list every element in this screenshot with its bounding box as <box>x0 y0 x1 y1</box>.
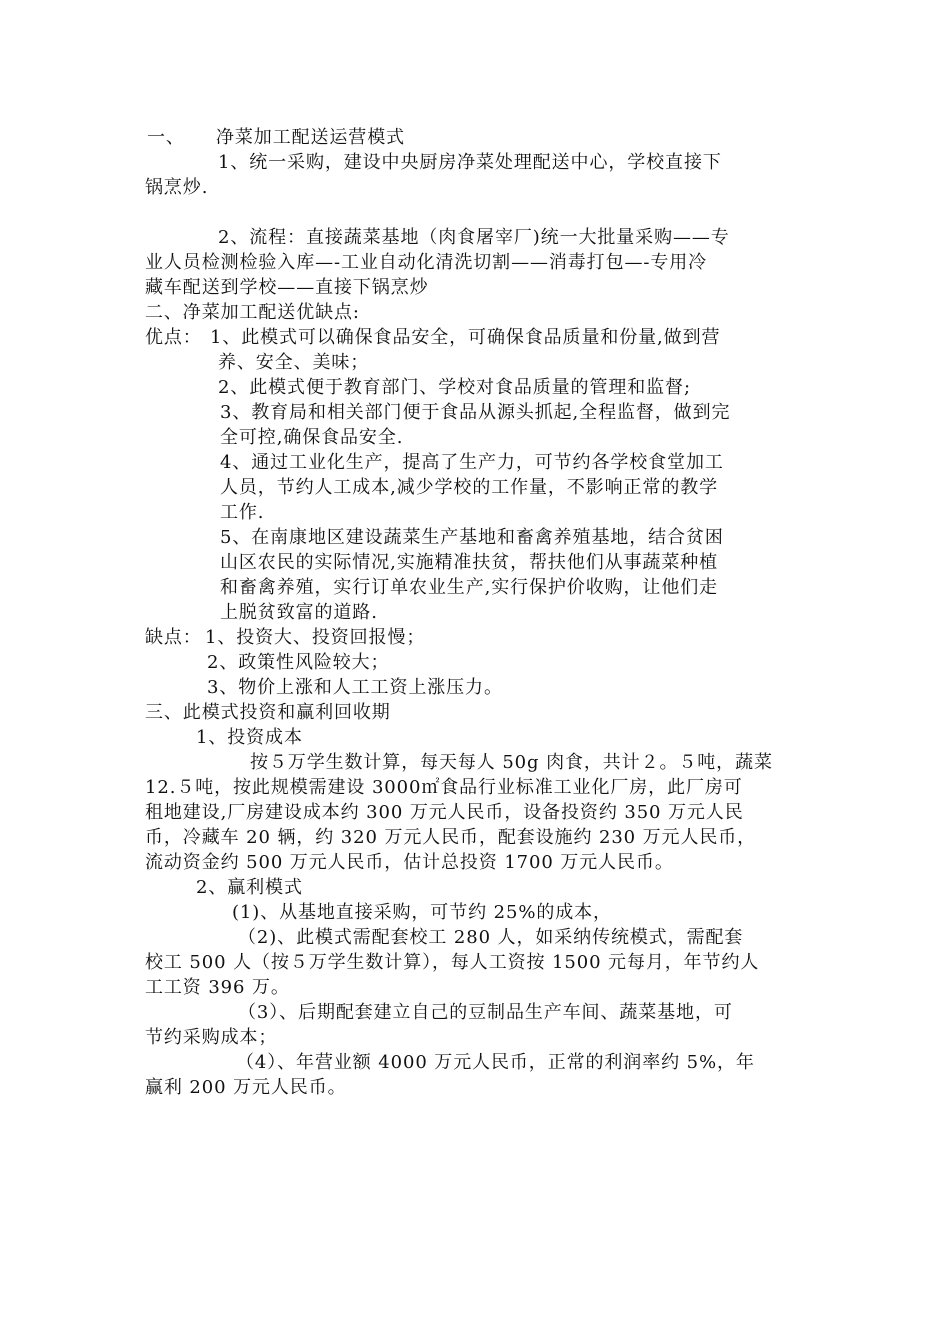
section3-title: 三、此模式投资和赢利回收期 <box>145 702 391 723</box>
section1-item1-line2: 锅烹炒. <box>145 177 209 198</box>
pros-label: 优点： <box>145 327 202 348</box>
sub2-item3-line2: 节约采购成本； <box>145 1027 278 1048</box>
sub2-item2-line3: 工工资 396 万。 <box>145 977 290 998</box>
sub1-body-line1: 按５万学生数计算，每天每人 50g 肉食，共计２。５吨，蔬菜 <box>250 752 773 773</box>
cons-item1: 1、投资大、投资回报慢； <box>205 627 426 648</box>
section1-item2-line3: 藏车配送到学校——直接下锅烹炒 <box>145 277 429 298</box>
pros-item5-line1: 5、在南康地区建设蔬菜生产基地和畜禽养殖基地，结合贫困 <box>220 527 724 548</box>
pros-item5-line2: 山区农民的实际情况,实施精准扶贫，帮扶他们从事蔬菜种植 <box>220 552 719 573</box>
section1-number: 一、 <box>147 127 185 148</box>
pros-item3-line2: 全可控,确保食品安全. <box>220 427 404 448</box>
sub1-body-line5: 流动资金约 500 万元人民币，估计总投资 1700 万元人民币。 <box>145 852 674 873</box>
pros-item4-line3: 工作. <box>220 502 265 523</box>
pros-item1-line2: 养、安全、美味； <box>218 352 370 373</box>
sub2-item4-line1: （4）、年营业额 4000 万元人民币，正常的利润率约 5%，年 <box>236 1052 755 1073</box>
cons-item3: 3、物价上涨和人工工资上涨压力。 <box>207 677 503 698</box>
pros-item2-line1: 2、此模式便于教育部门、学校对食品质量的管理和监督; <box>218 377 691 398</box>
sub2-item1-line1: (1)、从基地直接采购，可节约 25%的成本， <box>232 902 612 923</box>
section1-item2-line2: 业人员检测检验入库—-工业自动化清洗切割——消毒打包—-专用冷 <box>145 252 708 273</box>
sub2-item2-line2: 校工 500 人（按５万学生数计算），每人工资按 1500 元每月，年节约人 <box>145 952 760 973</box>
section1-item2-line1: 2、流程：直接蔬菜基地（肉食屠宰厂)统一大批量采购——专 <box>218 227 730 248</box>
cons-item2: 2、政策性风险较大； <box>207 652 390 673</box>
sub2-item4-line2: 赢利 200 万元人民币。 <box>145 1077 347 1098</box>
sub1-body-line2: 12.５吨，按此规模需建设 3000㎡食品行业标准工业化厂房，此厂房可 <box>145 777 743 798</box>
pros-item5-line3: 和畜禽养殖，实行订单农业生产,实行保护价收购，让他们走 <box>220 577 719 598</box>
pros-item4-line1: 4、通过工业化生产，提高了生产力，可节约各学校食堂加工 <box>220 452 724 473</box>
sub1-body-line4: 币，冷藏车 20 辆，约 320 万元人民币，配套设施约 230 万元人民币， <box>145 827 757 848</box>
section2-title: 二、净菜加工配送优缺点: <box>145 302 360 323</box>
sub2-item3-line1: （3）、后期配套建立自己的豆制品生产车间、蔬菜基地，可 <box>238 1002 733 1023</box>
sub1-body-line3: 租地建设,厂房建设成本约 300 万元人民币，设备投资约 350 万元人民 <box>145 802 744 823</box>
pros-item3-line1: 3、教育局和相关部门便于食品从源头抓起,全程监督，做到完 <box>220 402 731 423</box>
sub1-title: 1、投资成本 <box>196 727 303 748</box>
section1-item1-line1: 1、统一采购，建设中央厨房净菜处理配送中心，学校直接下 <box>218 152 722 173</box>
section1-title: 净菜加工配送运营模式 <box>216 127 405 148</box>
pros-item5-line4: 上脱贫致富的道路. <box>220 602 378 623</box>
pros-item4-line2: 人员，节约人工成本,减少学校的工作量，不影响正常的教学 <box>220 477 719 498</box>
pros-item1-line1: 1、此模式可以确保食品安全，可确保食品质量和份量,做到营 <box>210 327 721 348</box>
sub2-item2-line1: （2)、此模式需配套校工 280 人，如采纳传统模式，需配套 <box>238 927 744 948</box>
sub2-title: 2、赢利模式 <box>196 877 303 898</box>
cons-label: 缺点： <box>145 627 202 648</box>
